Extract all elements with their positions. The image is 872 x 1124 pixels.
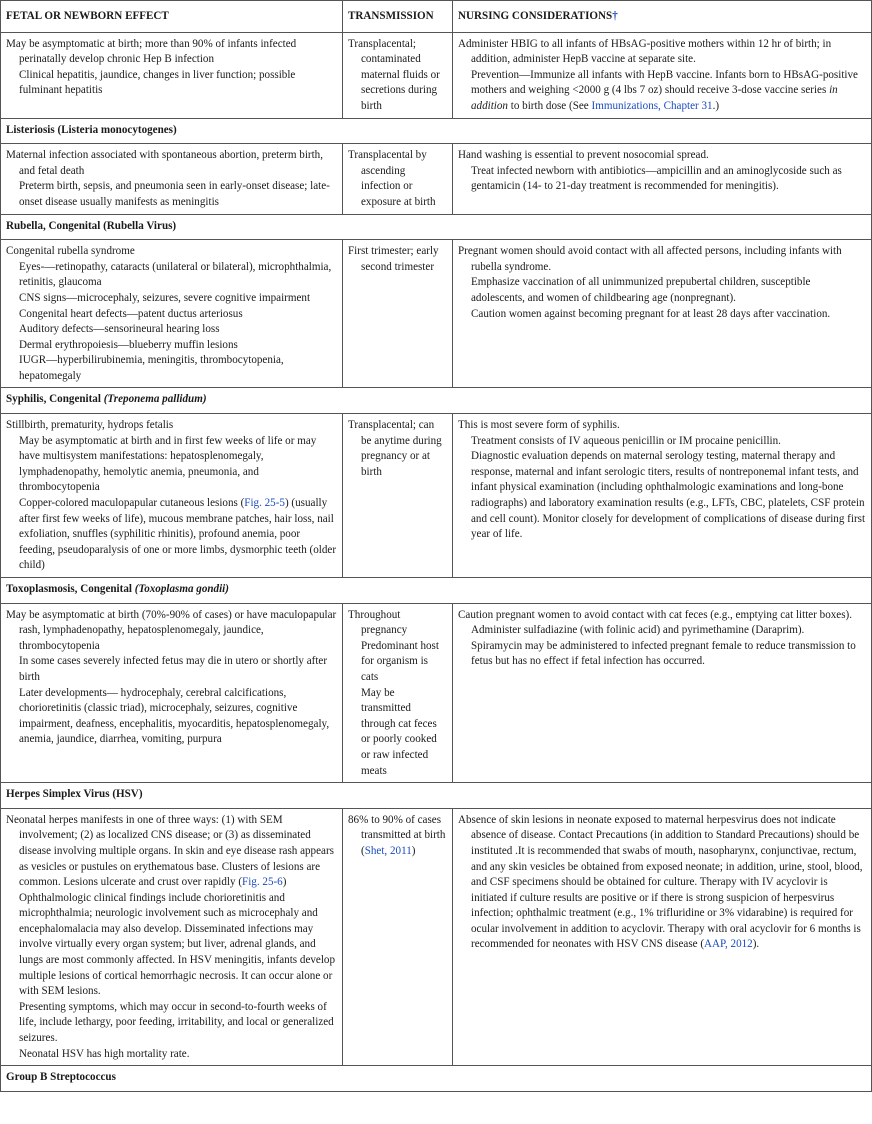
dagger-footnote-link[interactable]: † xyxy=(612,10,618,22)
fig-25-5-link[interactable]: Fig. 25-5 xyxy=(244,497,285,510)
section-listeriosis xyxy=(1,118,872,144)
hepb-transmission: Transplacental; contaminated maternal fluids or secretions during birth xyxy=(343,32,453,118)
listeriosis-row: Maternal infection associated with spontaneous abortion, preterm birth, and fetal death Preterm birth, sepsis, and pneumonia seen in early-onset disease; late-onset disease usually manifests as meningitis Transplacental by ascending infection or exposure at birth Hand washing is essential to prevent nosocomial spread. Treat infected newborn with antibiotics—ampicillin and an aminoglycoside such as gentamicin (14- to 21-day treatment is recommended for meningitis). xyxy=(1,144,872,214)
col-header-nursing: NURSING CONSIDERATIONS† xyxy=(453,1,872,33)
section-title: Listeriosis (Listeria monocytogenes) xyxy=(1,118,872,144)
hepb-row xyxy=(1,32,872,118)
section-title: Syphilis, Congenital (Treponema pallidum) xyxy=(1,388,872,414)
hepb-nursing: Administer HBIG to all infants of HBsAG-positive mothers within 12 hr of birth; in addition, administer HepB vaccine at separate site. Prevention—Immunize all infants with HepB vaccine. Infants born to HBsAG-positive mothers and weighing <2000 g (4 lbs 7 oz) should receive 3-dose vaccine series in addition to birth dose (See Immunizations, Chapter 31.) xyxy=(453,32,872,118)
col-header-transmission: TRANSMISSION xyxy=(343,1,453,33)
section-toxoplasmosis xyxy=(1,578,872,604)
col-header-effect: FETAL OR NEWBORN EFFECT xyxy=(1,1,343,33)
immunizations-link[interactable]: Immunizations, Chapter 31 xyxy=(591,99,713,112)
hsv-row: Neonatal herpes manifests in one of three ways: (1) with SEM involvement; (2) as localized CNS disease; or (3) as disseminated disease involving multiple organs. In skin and eye disease rash appears as vesicles or pustules on erythematous base. Clusters of lesions are common. Lesions ulcerate and crust over rapidly (Fig. 25-6) Ophthalmologic clinical findings include chorioretinitis and microphthalmia; neurologic involvement such as microcephaly and encephalomalacia may also develop. Disseminated infections may involve virtually every organ system; but liver, adrenal glands, and lungs are most commonly affected. In HSV meningitis, infants develop multiple lesions of cortical hemorrhagic necrosis. It can occur alone or with SEM lesions. Presenting symptoms, which may occur in second-to-fourth weeks of life, include lethargy, poor feeding, irritability, and local or generalized seizures. Neonatal HSV has high mortality rate. 86% to 90% of cases transmitted at birth (Shet, 2011) Absence of skin lesions in neonate exposed to maternal herpesvirus does not indicate absence of disease. Contact Precautions (in addition to Standard Precautions) should be instituted .It is recommended that swabs of mouth, nasopharynx, conjunctivae, rectum, and any skin vesicles be obtained from exposed neonate; in addition, urine, stool, blood, and CSF specimens should be obtained for culture. Therapy with IV acyclovir is initiated if culture results are positive or if there is strong suspicion of herpesvirus infection; ophthalmic treatment (e.g., 1% trifluridine or 3% vidarabine) is required for ocular involvement in addition to acyclovir. Therapy with oral acyclovir for 6 months is recommended for neonates with HSV CNS disease (AAP, 2012). xyxy=(1,808,872,1066)
section-title: Herpes Simplex Virus (HSV) xyxy=(1,783,872,809)
fig-25-6-link[interactable]: Fig. 25-6 xyxy=(242,876,283,889)
shet-2011-link[interactable]: Shet, 2011 xyxy=(364,844,412,857)
section-syphilis xyxy=(1,388,872,414)
section-title: Toxoplasmosis, Congenital (Toxoplasma gondii) xyxy=(1,578,872,604)
rubella-row: Congenital rubella syndrome Eyes-—retinopathy, cataracts (unilateral or bilateral), microphthalmia, retinitis, glaucoma CNS signs—microcephaly, seizures, severe cognitive impairment Congenital heart defects—patent ductus arteriosus Auditory defects—sensorineural hearing loss Dermal erythropoiesis—blueberry muffin lesions IUGR—hyperbilirubinemia, meningitis, thrombocytopenia, hepatomegaly First trimester; early second trimester Pregnant women should avoid contact with all affected persons, including infants with rubella syndrome. Emphasize vaccination of all unimmunized prepubertal children, susceptible adolescents, and women of childbearing age (nonpregnant). Caution women against becoming pregnant for at least 28 days after vaccination. xyxy=(1,240,872,388)
header-row xyxy=(1,1,872,33)
toxo-row: May be asymptomatic at birth (70%-90% of cases) or have maculopapular rash, lymphadenopathy, hepatosplenomegaly, jaundice, thrombocytopenia In some cases severely infected fetus may die in utero or shortly after birth Later developments— hydrocephaly, cerebral calcifications, chorioretinitis (classic triad), microcephaly, seizures, cognitive impairment, deafness, encephalitis, myocarditis, hepatosplenomegaly, anemia, jaundice, diarrhea, vomiting, purpura Throughout pregnancy Predominant host for organism is cats May be transmitted through cat feces or poorly cooked or raw infected meats Caution pregnant women to avoid contact with cat feces (e.g., emptying cat litter boxes). Administer sulfadiazine (with folinic acid) and pyrimethamine (Daraprim). Spiramycin may be administered to infected pregnant female to reduce transmission to fetus but has no effect if fetal infection has occurred. xyxy=(1,603,872,783)
section-hsv xyxy=(1,783,872,809)
hepb-effect: May be asymptomatic at birth; more than 90% of infants infected perinatally develop chronic Hep B infection Clinical hepatitis, jaundice, changes in liver function; possible fulminant hepatitis xyxy=(1,32,343,118)
section-gbs xyxy=(1,1066,872,1092)
section-title: Group B Streptococcus xyxy=(1,1066,872,1092)
aap-2012-link[interactable]: AAP, 2012 xyxy=(704,938,753,951)
syphilis-row: Stillbirth, prematurity, hydrops fetalis May be asymptomatic at birth and in first few weeks of life or may have multisystem manifestations: hepatosplenomegaly, lymphadenopathy, hemolytic anemia, pneumonia, and thrombocytopenia Copper-colored maculopapular cutaneous lesions (Fig. 25-5) (usually after first few weeks of life), mucous membrane patches, hair loss, nail exfoliation, snuffles (syphilitic rhinitis), profound anemia, poor feeding, pseudoparalysis of one or more limbs, dysmorphic teeth (older child) Transplacental; can be anytime during pregnancy or at birth This is most severe form of syphilis. Treatment consists of IV aqueous penicillin or IM procaine penicillin. Diagnostic evaluation depends on maternal serology testing, maternal therapy and response, maternal and infant serologic titers, results of nontreponemal infant tests, and infant physical examination (including ophthalmologic examinations and long-bone radiographs) and laboratory examination results (e.g., LFTs, CBC, platelets, CSF protein and cell count). Monitor closely for development of complications of disease during first year of life. xyxy=(1,414,872,578)
section-title: Rubella, Congenital (Rubella Virus) xyxy=(1,214,872,240)
section-rubella xyxy=(1,214,872,240)
